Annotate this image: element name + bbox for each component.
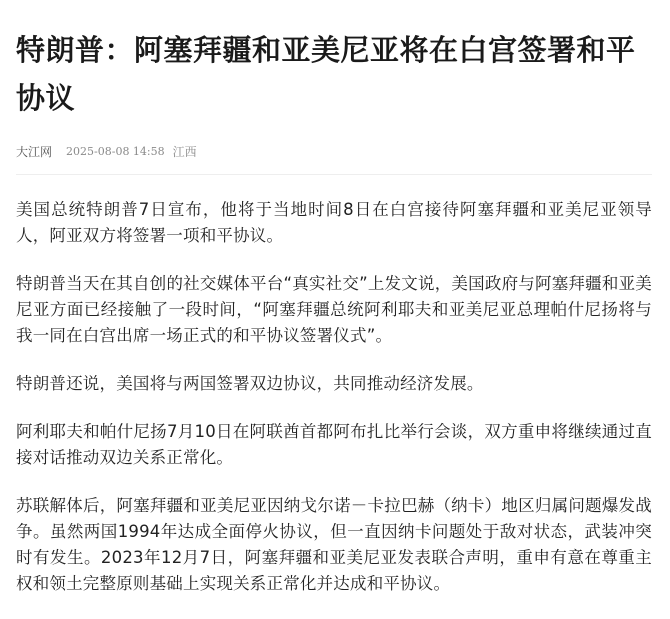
paragraph: 特朗普还说，美国将与两国签署双边协议，共同推动经济发展。	[16, 374, 484, 393]
article-title: 特朗普：阿塞拜疆和亚美尼亚将在白宫签署和平协议	[16, 33, 636, 115]
paragraph: 阿利耶夫和帕什尼扬7月10日在阿联酋首都阿布扎比举行会谈，双方重申将继续通过直接对话推动双边关系正常化。	[16, 422, 652, 467]
article-body	[16, 197, 652, 597]
paragraph: 特朗普当天在其自创的社交媒体平台“真实社交”上发文说，美国政府与阿塞拜疆和亚美尼亚方面已经接触了一段时间，“阿塞拜疆总统阿利耶夫和亚美尼亚总理帕什尼扬将与我一同在白宫出席一场正式的和平协议签署仪式”。	[16, 274, 652, 345]
article-meta	[16, 144, 652, 160]
paragraph: 美国总统特朗普7日宣布，他将于当地时间8日在白宫接待阿塞拜疆和亚美尼亚领导人，阿亚双方将签署一项和平协议。	[16, 200, 652, 245]
source-name[interactable]: 大江网	[16, 145, 53, 159]
paragraph: 苏联解体后，阿塞拜疆和亚美尼亚因纳戈尔诺－卡拉巴赫（纳卡）地区归属问题爆发战争。虽然两国1994年达成全面停火协议，但一直因纳卡问题处于敌对状态，武装冲突时有发生。2023年12月7日，阿塞拜疆和亚美尼亚发表联合声明，重申有意在尊重主权和领土完整原则基础上实现关系正常化并达成和平协议。	[16, 496, 652, 593]
publish-time: 2025-08-08 14:58	[66, 145, 165, 158]
divider	[16, 174, 652, 175]
location-label: 江西	[172, 145, 197, 159]
